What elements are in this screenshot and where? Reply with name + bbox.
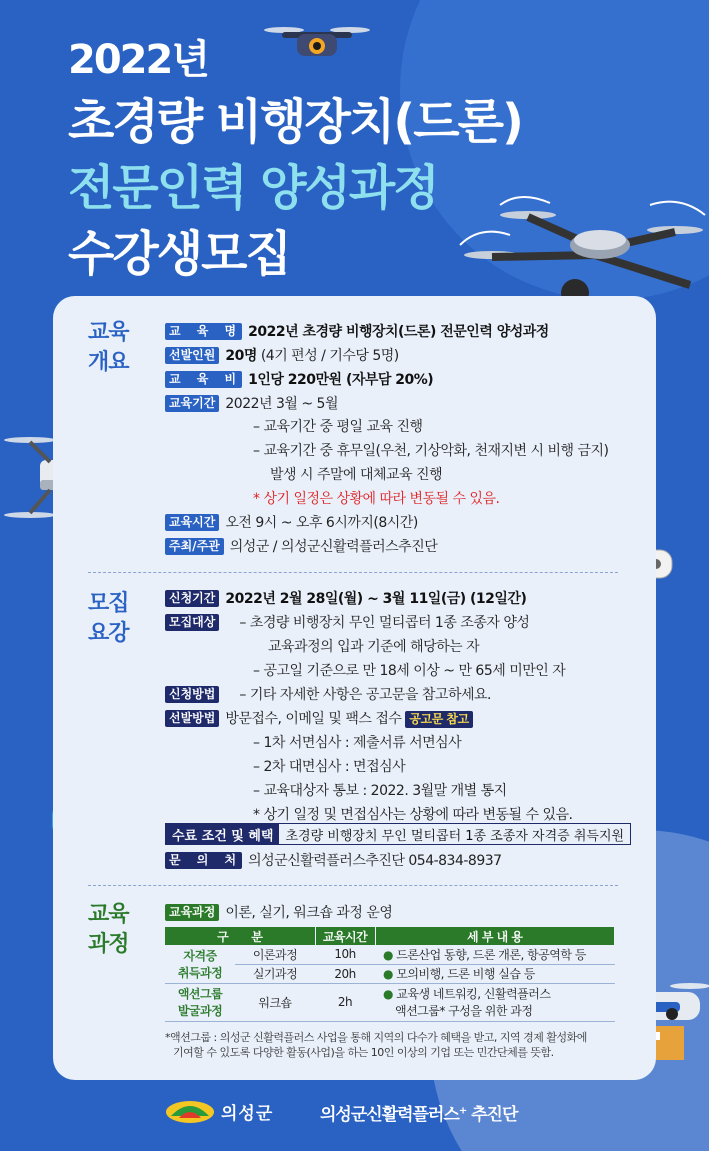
drone-top-icon [262,20,372,70]
course-label: 교육 과정 [88,902,129,957]
select-line-3: – 교육대상자 통보 : 2022. 3월말 개별 통지 [253,783,507,799]
overview-time-row [165,513,418,533]
uiseong-emblem-icon [165,1098,215,1124]
overview-label: 교육 개요 [88,320,129,375]
time-value: 오전 9시 ~ 오후 6시까지(8시간) [225,515,418,531]
divider-2 [88,885,618,886]
recruit-select-row: 선발방법 방문접수, 이메일 및 팩스 접수 공고문 참고 [165,709,473,729]
recruit-target-row: 모집대상 – 초경량 비행장치 무인 멀티콥터 1종 조종자 양성 [165,613,529,633]
apply-period-value: 2022년 2월 28일(월) ~ 3월 11일(금) (12일간) [225,591,527,607]
header-category: 구 분 [165,927,315,945]
benefit-label: 수료 조건 및 혜택 [166,824,279,844]
period-value: 2022년 3월 ~ 5월 [225,396,338,412]
notice-badge: 공고문 참고 [405,711,472,728]
period-note-2: – 교육기간 중 휴무일(우천, 기상악화, 천재지변 시 비행 금지) [253,443,609,459]
tag-course-name: 교 육 명 [165,323,242,340]
tag-target: 모집대상 [165,614,219,631]
tag-select: 선발방법 [165,710,219,727]
title-line-4: 수강생모집 [68,226,290,282]
fee-value: 1인당 220만원 (자부담 20%) [248,372,434,388]
period-note-warning: * 상기 일정은 상황에 따라 변동될 수 있음. [253,491,500,507]
select-line-2: – 2차 대면심사 : 면접심사 [253,759,406,775]
recruit-method-row: 신청방법 – 기타 자세한 사항은 공고문을 참고하세요. [165,685,491,705]
agency-logo: 의성군신활력플러스+ 추진단 [320,1105,518,1125]
title-year: 2022년 [68,37,208,83]
benefit-value: 초경량 비행장치 무인 멀티콥터 1종 조종자 자격증 취득지원 [285,828,625,844]
course-name: 2022년 초경량 비행장치(드론) 전문인력 양성과정 [248,324,549,340]
overview-name-row [165,322,549,342]
tag-time: 교육시간 [165,514,219,531]
tag-contact: 문 의 처 [165,852,242,869]
title-line-2: 초경량 비행장치(드론) [68,94,522,150]
tag-course: 교육과정 [165,904,219,921]
contact-value: 의성군신활력플러스추진단 054-834-8937 [248,853,502,869]
overview-host-row [165,537,437,557]
title-line-3: 전문인력 양성과정 [68,160,438,216]
target-line-3: – 공고일 기준으로 만 18세 이상 ~ 만 65세 미만인 자 [253,663,566,679]
target-line-2: 교육과정의 입과 기준에 해당하는 자 [268,639,480,655]
period-note-1: – 교육기간 중 평일 교육 진행 [253,419,423,435]
footnote: *액션그룹 : 의성군 신활력플러스 사업을 통해 지역의 다수가 혜택을 받고, 지역 경제 활성화에 기여할 수 있도록 다양한 활동(사업)을 하는 10인 이상의 기업 또는 민간단체를 뜻함. [165,1031,587,1059]
recruit-contact-row [165,851,502,871]
overview-fee-row [165,370,433,390]
table-row: 액션그룹 발굴과정 워크숍 2h ● 교육생 네트워킹, 신활력플러스 액션그룹* 구성을 위한 과정 [165,983,615,1021]
course-row [165,903,392,923]
uiseong-logo-text: 의성군 [221,1103,274,1124]
group-cell: 액션그룹 발굴과정 [165,983,235,1021]
overview-selection-row: 선발인원 20명 (4기 편성 / 기수당 5명) [165,346,399,366]
benefit-box [165,823,631,845]
tag-period: 교육기간 [165,395,219,412]
tag-apply-period: 신청기간 [165,590,219,607]
group-cell: 자격증 취득과정 [165,945,235,983]
overview-period-row [165,394,338,414]
host-value: 의성군 / 의성군신활력플러스추진단 [229,539,438,555]
course-value: 이론, 실기, 워크숍 과정 운영 [225,905,393,921]
divider-1 [88,572,618,573]
tag-selection: 선발인원 [165,347,219,364]
course-table [165,927,615,1022]
recruit-apply-row [165,589,526,609]
tag-host: 주최/주관 [165,538,224,555]
footer [0,1098,709,1128]
recruit-label: 모집 요강 [88,591,129,646]
tag-method: 신청방법 [165,686,219,703]
header-detail: 세 부 내 용 [375,927,615,945]
table-row: 자격증 취득과정 이론과정 10h ● 드론산업 동향, 드론 개론, 항공역학 등 [165,945,615,964]
period-note-3: 발생 시 주말에 대체교육 진행 [270,467,443,483]
course-table-header [165,927,615,945]
select-line-4: * 상기 일정 및 면접심사는 상황에 따라 변동될 수 있음. [253,807,573,823]
table-row: 실기과정 20h ● 모의비행, 드론 비행 실습 등 [165,964,615,983]
uiseong-logo [165,1098,273,1124]
select-line-1: – 1차 서면심사 : 제출서류 서면심사 [253,735,462,751]
header-hours: 교육시간 [315,927,375,945]
tag-fee: 교 육 비 [165,371,242,388]
